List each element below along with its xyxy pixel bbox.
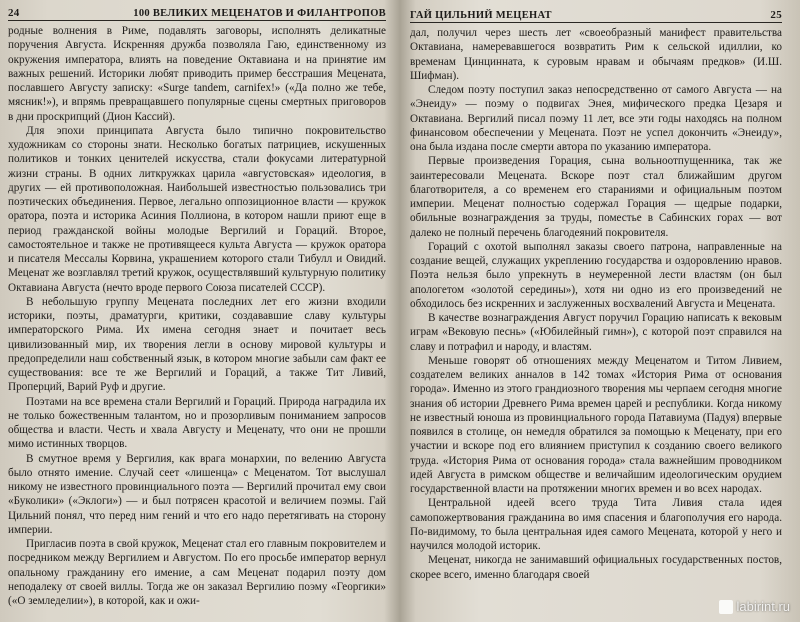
page-number-right: 25 (770, 9, 782, 21)
paragraph: Пригласив поэта в свой кружок, Меценат стал его главным покровителем и посредником между Вергилием и Августом. По его просьбе император вернул опальному гражданину его имение, а сам Меценат подарил поэту дом неподалеку от своей виллы. Тогда же он заказал Вергилию поэму «Георгики» («О земледелии»), в которой, как и ожи- (8, 538, 386, 607)
right-page-body (410, 26, 782, 582)
page-number-left: 24 (8, 7, 20, 19)
paragraph: В смутное время у Вергилия, как врага монархии, по велению Августа было отнято имение. Случай сеет «лишенца» с Меценатом. Тот выслушал никому не известного провинциального поэта — Вергилий прочитал ему свои «Буколики» («Эклоги») — и был потрясен красотой и величием поэмы. Гай Цильний понял, что перед ним гений и что его надо перетягивать на сторону империи. (8, 452, 386, 536)
paragraph: Для эпохи принципата Августа было типично покровительство художникам со стороны знати. Несколько богатых патрициев, искушенных политиков и тонких ценителей искусства, стали фокусами литературной жизни страны. В одних литкружках царила «августовская» идеология, в других — ей противоположная. Наибольшей известностью пользовались три поэтических объединения. Первое, легально оппозиционное власти — кружок оратора, поэта и историка Асиния Поллиона, в котором нашли приют еще в период гражданской войны молодые Вергилий и Гораций. Второе, самостоятельное и также не противящееся культа Августа — кружок оратора и писателя Мессалы Корвина, украшением которого стали Тибулл и Овидий. Меценат же возглавлял третий кружок, осуществлявший культурную политику Октавиана Августа (нечто вроде первого Союза писателей СССР). (8, 124, 386, 294)
running-head-right: ГАЙ ЦИЛЬНИЙ МЕЦЕНАТ (410, 10, 552, 21)
paragraph: Центральной идеей всего труда Тита Ливия стала идея самопожертвования гражданина во имя спасения и благополучия его народа. По-видимому, то была центральная идея самого Мецената, которой у него и научился молодой историк. (410, 497, 782, 552)
paragraph: Следом поэту поступил заказ непосредственно от самого Августа — на «Энеиду» — поэму о подвигах Энея, мифического предка Цезаря и Октавиана. Вергилий писал поэму 11 лет, все эти годы находясь на полном финансовом обеспечении у Мецената. Поэт не успел докончить «Энеиду», она была издана после смерти автора по указанию императора. (410, 84, 782, 153)
paragraph: Гораций с охотой выполнял заказы своего патрона, направленные на создание вещей, служащих укреплению государства и оздоровлению нравов. Поэта нельзя было упрекнуть в неумеренной лести властям (он был апологетом «золотой середины»), хотя ни одно из его произведений не обходилось без искренних и заслуженных восхвалений Августа и Мецената. (410, 240, 782, 310)
paragraph: Меньше говорят об отношениях между Меценатом и Титом Ливием, создателем великих анналов в 142 томах «История Рима от основания города». Именно из этого грандиозного творения мы черпаем сегодня многие знания об истории Древнего Рима времен царей и республики. Когда никому не известный юноша из провинциального города Патавиума (Падуя) впервые появился в столице, он немедля обратился за помощью к Меценату, при его участии и вскоре под его влиянием приступил к созданию своего великого труда. «История Рима от основания города» стала важнейшим проводником идей Августа в римском обществе и величайшим идеологическим орудием государственной власти на протяжении многих времен и во всех народах. (410, 354, 782, 495)
paragraph: Поэтами на все времена стали Вергилий и Гораций. Природа наградила их не только божественным талантом, но и прозорливым пониманием запросов общества и власти. Честь и хвала Августу и Меценату, что они не прошли мимо истинных творцов. (8, 395, 386, 451)
right-page-header (410, 4, 782, 23)
left-page-header (8, 2, 386, 21)
paragraph: Меценат, никогда не занимавший официальных государственных постов, скорее всего, именно благодаря своей (410, 554, 782, 581)
right-page (410, 0, 782, 622)
paragraph: В небольшую группу Мецената последних лет его жизни входили историки, поэты, драматурги, критики, создававшие славу культуры императорского Рима. Их имена сегодня знает и почитает весь цивилизованный мир, их творения легли в основу мировой культуры и предопределили наш собственный язык, в котором многие забыли сам факт ее существования: все те же Вергилий и Гораций, а также Тит Ливий, Проперций, Варий Руф и другие. (8, 295, 386, 394)
watermark (719, 599, 790, 614)
running-head-left: 100 ВЕЛИКИХ МЕЦЕНАТОВ И ФИЛАНТРОПОВ (133, 8, 386, 19)
paragraph: родные волнения в Риме, подавлять заговоры, исполнять деликатные поручения Августа. Искренняя дружба позволяла Гаю, единственному из окружения императора, влиять на поведение Октавиана и на принятие им важных решений. Историки любят приводить пример бесстрашия Мецената, пославшего Августу записку: «Surge tandem, carnifex!» («Да полно же тебе, мясник!»), и впрямь превращавшего популярные сцены смертных приговоров в дни проскрипций (Дион Кассий). (8, 25, 386, 123)
watermark-logo-icon (719, 600, 733, 614)
paragraph: В качестве вознаграждения Август поручил Горацию написать к вековым играм «Вековую песнь» («Юбилейный гимн»), с которой поэт справился на славу и потрафил и народу, и властям. (410, 312, 782, 353)
watermark-text: labirint.ru (736, 599, 790, 614)
paragraph: дал, получил через шесть лет «своеобразный манифест правительства Октавиана, намеревавшегося возвратить Рим к сельской идиллии, ко временам Цинцинната, к суровым нравам и обычаям предков» (И.Ш. Шифман). (410, 27, 782, 82)
left-page (8, 0, 386, 622)
left-page-body (8, 24, 386, 608)
paragraph: Первые произведения Горация, сына вольноотпущенника, так же заинтересовали Мецената. Вскоре поэт стал ближайшим другом благотворителя, а со временем его стараниями и официальным поэтом империи. Меценат полностью содержал Горация — щедрые подарки, обильные вознаграждения за труды, поместье в Сабинских горах — вот далеко не полный перечень благодеяний покровителя. (410, 155, 782, 239)
